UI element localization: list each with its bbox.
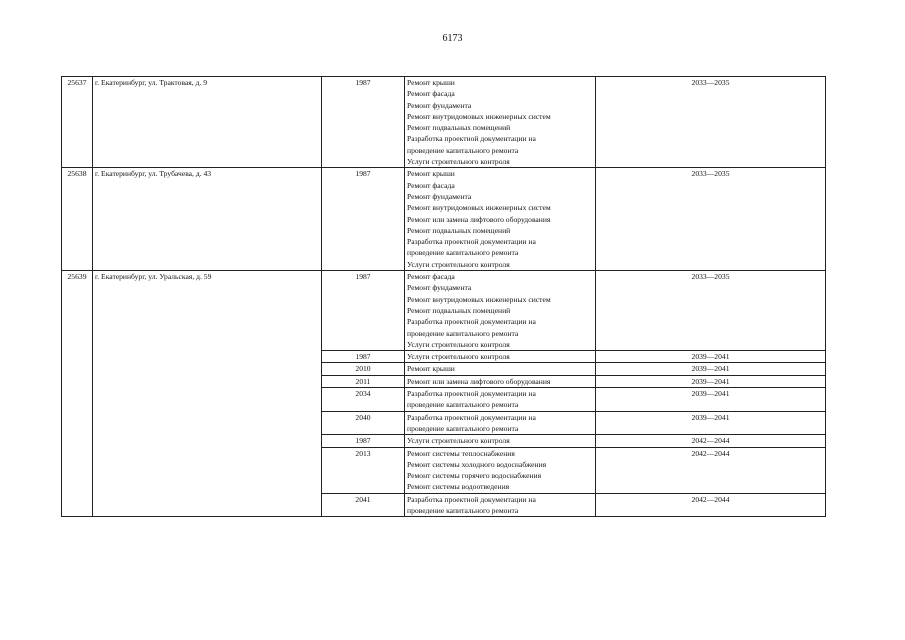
work-line: Ремонт внутридомовых инженерных систем xyxy=(407,111,551,121)
work-line: Ремонт подвальных помещений xyxy=(407,225,511,235)
work-line: Ремонт или замена лифтового оборудования xyxy=(407,376,551,386)
table-row xyxy=(62,77,826,168)
period-cell: 2039—2041 xyxy=(596,375,826,387)
table-row xyxy=(62,168,826,271)
works-cell xyxy=(405,168,596,271)
address-cell: г. Екатеринбург, ул. Трубачева, д. 43 xyxy=(93,168,322,271)
period-cell: 2039—2041 xyxy=(596,411,826,435)
work-line: Ремонт фасада xyxy=(407,272,455,282)
works-cell xyxy=(405,447,596,493)
work-line: Услуги строительного контроля xyxy=(407,436,510,446)
period-cell: 2042—2044 xyxy=(596,435,826,447)
work-line: Ремонт системы водоотведения xyxy=(407,482,510,492)
work-line: Ремонт фасада xyxy=(407,180,455,190)
work-line: Услуги строительного контроля xyxy=(407,352,510,362)
year-cell: 1987 xyxy=(322,435,405,447)
work-line: Ремонт фундамента xyxy=(407,283,472,293)
work-line: Ремонт системы холодного водоснабжения xyxy=(407,459,547,469)
works-cell xyxy=(405,375,596,387)
work-line: проведение капитального ремонта xyxy=(407,145,519,155)
work-line: Ремонт внутридомовых инженерных систем xyxy=(407,294,551,304)
work-line: Ремонт фундамента xyxy=(407,191,472,201)
work-line: Услуги строительного контроля xyxy=(407,339,510,349)
period-cell: 2042—2044 xyxy=(596,447,826,493)
works-cell xyxy=(405,388,596,412)
table-row xyxy=(62,271,826,351)
period-cell: 2033—2035 xyxy=(596,168,826,271)
work-line: Ремонт крыши xyxy=(407,364,455,374)
period-cell: 2039—2041 xyxy=(596,351,826,363)
building-id: 25639 xyxy=(62,271,93,517)
period-cell: 2033—2035 xyxy=(596,271,826,351)
work-line: Разработка проектной документации на xyxy=(407,317,536,327)
works-cell xyxy=(405,271,596,351)
works-table xyxy=(61,76,826,517)
work-line: проведение капитального ремонта xyxy=(407,505,519,515)
work-line: Ремонт системы теплоснабжения xyxy=(407,448,515,458)
work-line: Ремонт крыши xyxy=(407,169,455,179)
year-cell: 2041 xyxy=(322,493,405,517)
year-cell: 2040 xyxy=(322,411,405,435)
work-line: Ремонт подвальных помещений xyxy=(407,305,511,315)
work-line: Ремонт или замена лифтового оборудования xyxy=(407,214,551,224)
work-line: проведение капитального ремонта xyxy=(407,328,519,338)
work-line: проведение капитального ремонта xyxy=(407,400,519,410)
work-line: проведение капитального ремонта xyxy=(407,423,519,433)
work-line: Ремонт внутридомовых инженерных систем xyxy=(407,203,551,213)
work-line: Услуги строительного контроля xyxy=(407,157,510,167)
work-line: проведение капитального ремонта xyxy=(407,248,519,258)
works-cell xyxy=(405,493,596,517)
page-number: 6173 xyxy=(442,33,463,44)
address-cell: г. Екатеринбург, ул. Трактовая, д. 9 xyxy=(93,77,322,168)
period-cell: 2039—2041 xyxy=(596,363,826,375)
work-line: Разработка проектной документации на xyxy=(407,412,536,422)
works-cell xyxy=(405,435,596,447)
address-cell: г. Екатеринбург, ул. Уральская, д. 59 xyxy=(93,271,322,517)
work-line: Разработка проектной документации на xyxy=(407,134,536,144)
work-line: Ремонт фундамента xyxy=(407,100,472,110)
building-id: 25638 xyxy=(62,168,93,271)
year-cell: 1987 xyxy=(322,77,405,168)
work-line: Ремонт фасада xyxy=(407,89,455,99)
year-cell: 2011 xyxy=(322,375,405,387)
year-cell: 1987 xyxy=(322,168,405,271)
works-cell xyxy=(405,351,596,363)
year-cell: 1987 xyxy=(322,351,405,363)
works-cell xyxy=(405,363,596,375)
year-cell: 2010 xyxy=(322,363,405,375)
work-line: Разработка проектной документации на xyxy=(407,494,536,504)
work-line: Услуги строительного контроля xyxy=(407,259,510,269)
works-cell xyxy=(405,411,596,435)
year-cell: 1987 xyxy=(322,271,405,351)
period-cell: 2042—2044 xyxy=(596,493,826,517)
period-cell: 2033—2035 xyxy=(596,77,826,168)
building-id: 25637 xyxy=(62,77,93,168)
period-cell: 2039—2041 xyxy=(596,388,826,412)
work-line: Разработка проектной документации на xyxy=(407,389,536,399)
work-line: Ремонт крыши xyxy=(407,78,455,87)
works-cell xyxy=(405,77,596,168)
work-line: Разработка проектной документации на xyxy=(407,237,536,247)
year-cell: 2013 xyxy=(322,447,405,493)
work-line: Ремонт системы горячего водоснабжения xyxy=(407,471,542,481)
year-cell: 2034 xyxy=(322,388,405,412)
work-line: Ремонт подвальных помещений xyxy=(407,123,511,133)
